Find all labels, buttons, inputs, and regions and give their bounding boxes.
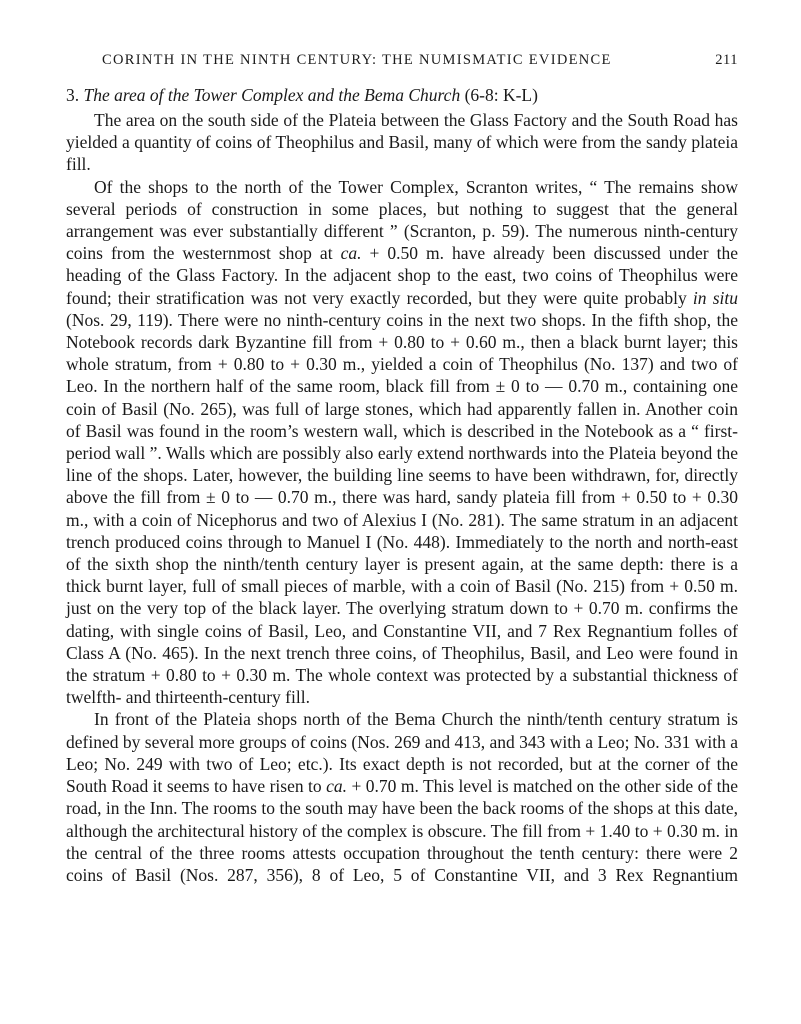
- italic-term: in situ: [692, 287, 738, 308]
- paragraph-text: + 0.70 m. This level is matched on the other side of the road, in the Inn. The rooms to the south may have been the back rooms of the shops at this date, although the architectural history of the complex is obscure. The fill from + 1.40 to + 0.30 m. in the central of the three rooms attests occupation throughout the tenth century: there were 2 coins of Basil (Nos. 287, 356), 8 of Leo, 5 of Constantine VII, and 3 Rex Regnantium: [66, 776, 738, 885]
- page-number: 211: [715, 52, 738, 68]
- paragraph-text: (Nos. 29, 119). There were no ninth-century coins in the next two shops. In the fifth shop, the Notebook records dark Byzantine fill from + 0.80 to + 0.60 m., then a black burnt layer; this whole stratum, from + 0.80 to + 0.30 m., yielded a coin of Theophilus (No. 137) and two of Leo. In the northern half of the same room, black fill from ± 0 to — 0.70 m., containing one coin of Basil (No. 265), was full of large stones, which had apparently fallen in. Another coin of Basil was found in the room’s western wall, which is described in the Notebook as a “ first-period wall ”. Walls which are possibly also early extend northwards into the Plateia beyond the line of the shops. Later, however, the building line seems to have been withdrawn, for, directly above the fill from ± 0 to — 0.70 m., there was hard, sandy plateia fill from + 0.50 to + 0.30 m., with a coin of Nicephorus and two of Alexius I (No. 281). The same stratum in an adjacent trench produced coins through to Manuel I (No. 448). Immediately to the north and north-east of the sixth shop the ninth/tenth century layer is present again, at the same depth: there is a thick burnt layer, full of small pieces of marble, with a coin of Basil (No. 215) from + 0.50 m. just on the very top of the black layer. The overlying stratum down to + 0.70 m. confirms the dating, with single coins of Basil, Leo, and Constantine VII, and 7 Rex Regnantium folles of Class A (No. 465). In the next trench three coins, of Theophilus, Basil, and Leo were found in the stratum + 0.80 to + 0.30 m. The whole context was protected by a substantial thickness of twelfth- and thirteenth-century fill.: [66, 309, 738, 708]
- section-title: The area of the Tower Complex and the Bema Church: [83, 85, 461, 105]
- paragraph-1: [66, 109, 738, 176]
- paragraph-2: [66, 176, 738, 709]
- paragraph-text: The area on the south side of the Plateia between the Glass Factory and the South Road has yielded a quantity of coins of Theophilus and Basil, many of which were from the sandy plateia fill.: [66, 110, 738, 175]
- running-header: [66, 52, 738, 69]
- italic-term: ca.: [326, 776, 348, 797]
- paragraph-3: [66, 708, 738, 886]
- section-heading: [66, 83, 738, 107]
- section-grid-reference: (6-8: K-L): [464, 85, 538, 105]
- body-text: [66, 109, 738, 886]
- running-title: CORINTH IN THE NINTH CENTURY: THE NUMISMATIC EVIDENCE: [102, 52, 612, 68]
- paragraph-text: Of the shops to the north of the Tower Complex, Scranton writes, “ The remains show several periods of construction in some places, but nothing to suggest that the general arrangement was ever substantially different ” (Scranton, p. 59). The numerous ninth-century coins from the westernmost shop at: [66, 176, 738, 264]
- paragraph-text: In front of the Plateia shops north of the Bema Church the ninth/tenth century stratum is defined by several more groups of coins (Nos. 269 and 413, and 343 with a Leo; No. 331 with a Leo; No. 249 with two of Leo; etc.). Its exact depth is not recorded, but at the corner of the South Road it seems to have risen to: [66, 709, 738, 797]
- paragraph-text: + 0.50 m. have already been discussed under the heading of the Glass Factory. In the adjacent shop to the east, two coins of Theophilus were found; their stratification was not very exactly recorded, but they were quite probably: [66, 243, 738, 308]
- section-number: 3.: [66, 85, 80, 105]
- page: [66, 52, 738, 886]
- italic-term: ca.: [340, 243, 362, 264]
